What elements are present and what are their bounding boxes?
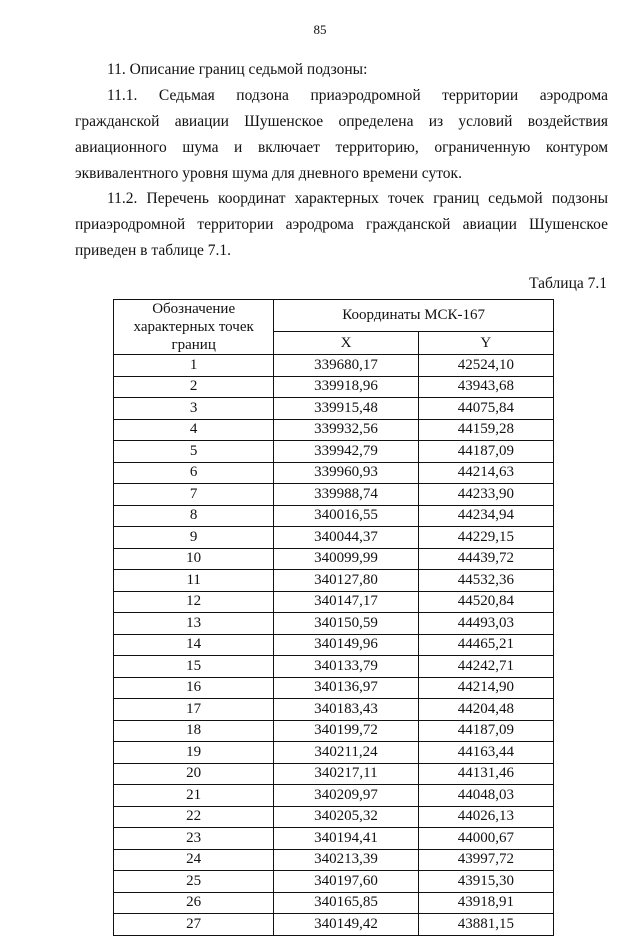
point-number-cell: 25	[114, 871, 274, 893]
table-row	[114, 505, 554, 527]
x-coordinate-cell: 340147,17	[274, 591, 418, 613]
x-coordinate-cell: 340127,80	[274, 570, 418, 592]
point-number-cell: 12	[114, 591, 274, 613]
y-coordinate-cell: 44439,72	[418, 548, 553, 570]
x-coordinate-cell: 340197,60	[274, 871, 418, 893]
header-coordinates: Координаты МСК-167	[274, 300, 554, 332]
point-number-cell: 8	[114, 505, 274, 527]
point-number-cell: 23	[114, 828, 274, 850]
y-coordinate-cell: 43915,30	[418, 871, 553, 893]
x-coordinate-cell: 340149,96	[274, 634, 418, 656]
section-heading: 11. Описание границ седьмой подзоны:	[107, 61, 368, 78]
table-row	[114, 634, 554, 656]
x-coordinate-cell: 339960,93	[274, 462, 418, 484]
table-row	[114, 849, 554, 871]
table-row	[114, 398, 554, 420]
y-coordinate-cell: 44214,63	[418, 462, 553, 484]
y-coordinate-cell: 44187,09	[418, 720, 553, 742]
table-row	[114, 914, 554, 936]
point-number-cell: 2	[114, 376, 274, 398]
point-number-cell: 9	[114, 527, 274, 549]
coordinates-table	[113, 299, 554, 936]
x-coordinate-cell: 340099,99	[274, 548, 418, 570]
table-row	[114, 806, 554, 828]
x-coordinate-cell: 339680,17	[274, 355, 418, 377]
point-number-cell: 5	[114, 441, 274, 463]
point-number-cell: 6	[114, 462, 274, 484]
point-number-cell: 24	[114, 849, 274, 871]
y-coordinate-cell: 44234,94	[418, 505, 553, 527]
x-coordinate-cell: 340165,85	[274, 892, 418, 914]
table-row	[114, 742, 554, 764]
x-coordinate-cell: 340183,43	[274, 699, 418, 721]
point-number-cell: 11	[114, 570, 274, 592]
y-coordinate-cell: 43918,91	[418, 892, 553, 914]
paragraph-11-1: 11.1. Седьмая подзона приаэродромной территории аэродрома гражданской авиации Шушенское определена из условий воздействия авиационного шума и включает территорию, ограниченную контуром эквивалентного уровня шума для дневного времени суток.	[75, 87, 608, 182]
table-row	[114, 699, 554, 721]
y-coordinate-cell: 43881,15	[418, 914, 553, 936]
table-row	[114, 591, 554, 613]
table-row	[114, 376, 554, 398]
point-number-cell: 18	[114, 720, 274, 742]
point-number-cell: 13	[114, 613, 274, 635]
table-caption: Таблица 7.1	[529, 275, 607, 292]
y-coordinate-cell: 44026,13	[418, 806, 553, 828]
point-number-cell: 19	[114, 742, 274, 764]
x-coordinate-cell: 339932,56	[274, 419, 418, 441]
y-coordinate-cell: 44163,44	[418, 742, 553, 764]
x-coordinate-cell: 339988,74	[274, 484, 418, 506]
x-coordinate-cell: 339942,79	[274, 441, 418, 463]
y-coordinate-cell: 44214,90	[418, 677, 553, 699]
header-x: X	[274, 332, 418, 355]
table-body	[114, 355, 554, 936]
y-coordinate-cell: 43997,72	[418, 849, 553, 871]
point-number-cell: 16	[114, 677, 274, 699]
y-coordinate-cell: 44465,21	[418, 634, 553, 656]
x-coordinate-cell: 340194,41	[274, 828, 418, 850]
x-coordinate-cell: 339918,96	[274, 376, 418, 398]
x-coordinate-cell: 340211,24	[274, 742, 418, 764]
point-number-cell: 26	[114, 892, 274, 914]
y-coordinate-cell: 44229,15	[418, 527, 553, 549]
y-coordinate-cell: 44242,71	[418, 656, 553, 678]
point-number-cell: 14	[114, 634, 274, 656]
point-number-cell: 7	[114, 484, 274, 506]
y-coordinate-cell: 44532,36	[418, 570, 553, 592]
table-row	[114, 892, 554, 914]
table-row	[114, 462, 554, 484]
table-row	[114, 484, 554, 506]
point-number-cell: 1	[114, 355, 274, 377]
x-coordinate-cell: 340133,79	[274, 656, 418, 678]
table-row	[114, 828, 554, 850]
x-coordinate-cell: 340199,72	[274, 720, 418, 742]
point-number-cell: 10	[114, 548, 274, 570]
point-number-cell: 21	[114, 785, 274, 807]
y-coordinate-cell: 44159,28	[418, 419, 553, 441]
point-number-cell: 3	[114, 398, 274, 420]
y-coordinate-cell: 44048,03	[418, 785, 553, 807]
y-coordinate-cell: 44204,48	[418, 699, 553, 721]
x-coordinate-cell: 340205,32	[274, 806, 418, 828]
table-row	[114, 441, 554, 463]
point-number-cell: 22	[114, 806, 274, 828]
table-row	[114, 613, 554, 635]
table-row	[114, 677, 554, 699]
table-row	[114, 548, 554, 570]
y-coordinate-cell: 44493,03	[418, 613, 553, 635]
table-row	[114, 419, 554, 441]
x-coordinate-cell: 340213,39	[274, 849, 418, 871]
y-coordinate-cell: 44075,84	[418, 398, 553, 420]
x-coordinate-cell: 340149,42	[274, 914, 418, 936]
x-coordinate-cell: 339915,48	[274, 398, 418, 420]
table-row	[114, 355, 554, 377]
x-coordinate-cell: 340217,11	[274, 763, 418, 785]
y-coordinate-cell: 44233,90	[418, 484, 553, 506]
y-coordinate-cell: 43943,68	[418, 376, 553, 398]
table-row	[114, 656, 554, 678]
table-row	[114, 763, 554, 785]
y-coordinate-cell: 42524,10	[418, 355, 553, 377]
point-number-cell: 27	[114, 914, 274, 936]
header-designation: Обозначение характерных точек границ	[114, 300, 274, 355]
table-row	[114, 871, 554, 893]
x-coordinate-cell: 340209,97	[274, 785, 418, 807]
header-y: Y	[418, 332, 553, 355]
y-coordinate-cell: 44187,09	[418, 441, 553, 463]
page-number: 85	[313, 22, 327, 37]
x-coordinate-cell: 340044,37	[274, 527, 418, 549]
y-coordinate-cell: 44131,46	[418, 763, 553, 785]
paragraph-11-2: 11.2. Перечень координат характерных точек границ седьмой подзоны приаэродромной территории аэродрома гражданской авиации Шушенское приведен в таблице 7.1.	[75, 190, 608, 259]
x-coordinate-cell: 340150,59	[274, 613, 418, 635]
point-number-cell: 20	[114, 763, 274, 785]
point-number-cell: 17	[114, 699, 274, 721]
y-coordinate-cell: 44000,67	[418, 828, 553, 850]
table-row	[114, 527, 554, 549]
point-number-cell: 15	[114, 656, 274, 678]
table-row	[114, 570, 554, 592]
point-number-cell: 4	[114, 419, 274, 441]
table-row	[114, 720, 554, 742]
x-coordinate-cell: 340136,97	[274, 677, 418, 699]
x-coordinate-cell: 340016,55	[274, 505, 418, 527]
y-coordinate-cell: 44520,84	[418, 591, 553, 613]
table-row	[114, 785, 554, 807]
